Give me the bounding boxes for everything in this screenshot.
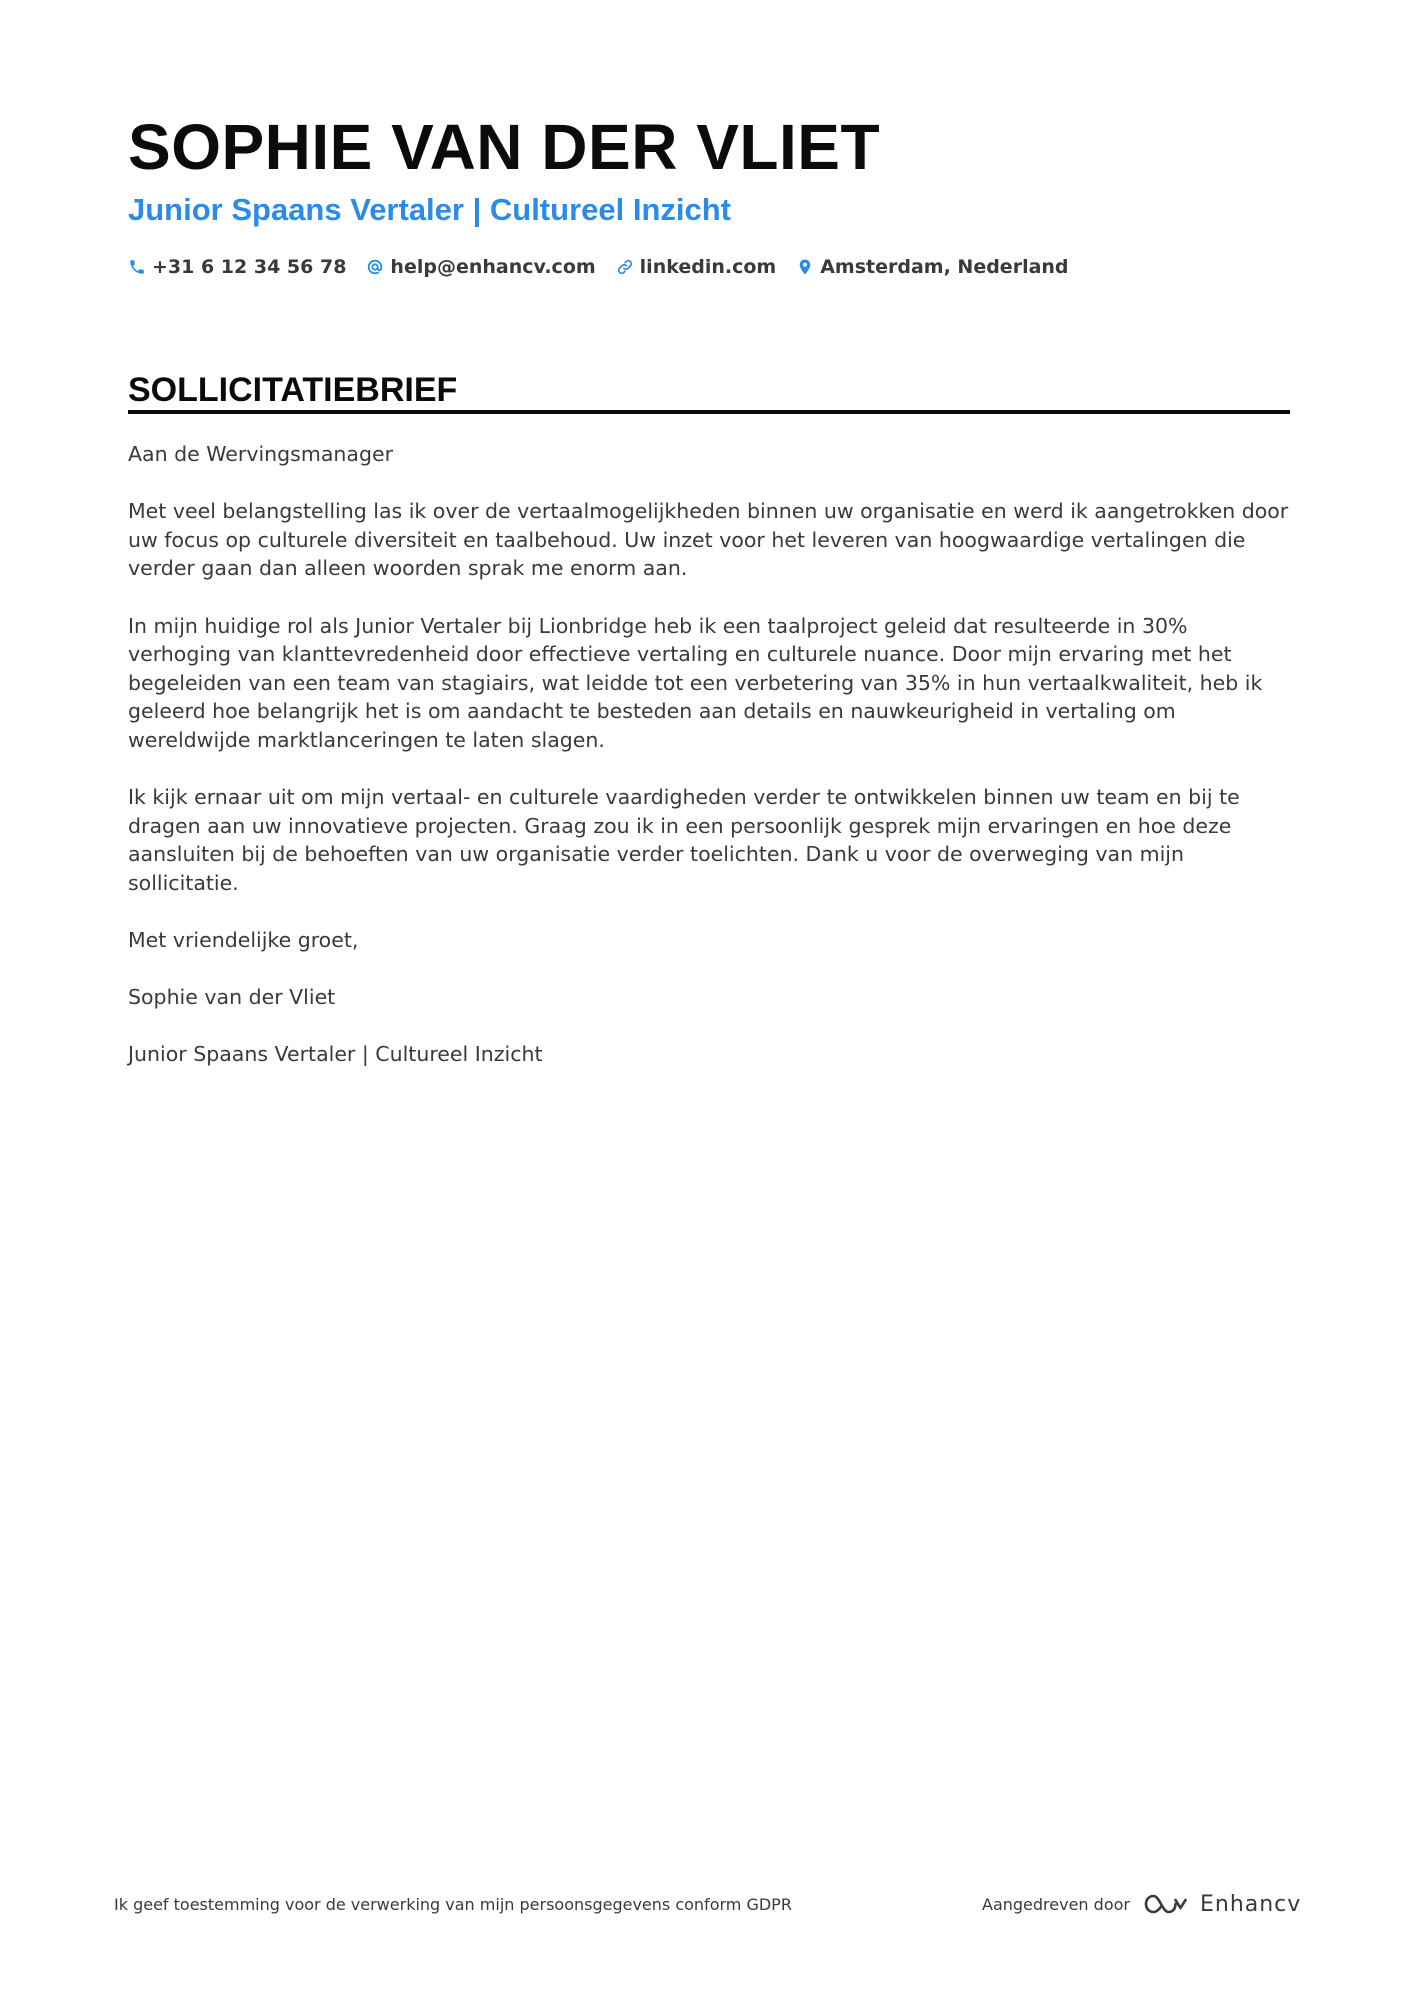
contact-email-text: help@enhancv.com bbox=[390, 256, 596, 278]
enhancv-logo-icon bbox=[1142, 1890, 1190, 1918]
powered-by-label: Aangedreven door bbox=[982, 1894, 1130, 1914]
brand-name: Enhancv bbox=[1199, 1891, 1302, 1917]
at-icon bbox=[366, 258, 384, 276]
contact-bar bbox=[128, 252, 1089, 282]
contact-location bbox=[796, 256, 1068, 278]
gdpr-consent-note: Ik geef toestemming voor de verwerking van mijn persoonsgegevens conform GDPR bbox=[114, 1895, 792, 1914]
candidate-headline: Junior Spaans Vertaler | Cultureel Inzicht bbox=[128, 192, 732, 227]
letter-paragraph: Ik kijk ernaar uit om mijn vertaal- en culturele vaardigheden verder te ontwikkelen binnen uw team en bij te dragen aan uw innovatieve projecten. Graag zou ik in een persoonlijk gesprek mijn ervaringen en hoe deze aansluiten bij de behoeften van uw organisatie verder toelichten. Dank u voor de overweging van mijn sollicitatie. bbox=[128, 785, 1240, 895]
candidate-name: SOPHIE VAN DER VLIET bbox=[128, 111, 881, 183]
section-title: SOLLICITATIEBRIEF bbox=[128, 371, 458, 409]
signature-name: Sophie van der Vliet bbox=[128, 985, 336, 1010]
contact-linkedin[interactable] bbox=[616, 256, 777, 278]
contact-email[interactable] bbox=[366, 256, 595, 278]
letter-paragraph: In mijn huidige rol als Junior Vertaler bij Lionbridge heb ik een taalproject geleid dat resulteerde in 30% verhoging van klanttevredenheid door effectieve vertaling en culturele nuance. Door mijn ervaring met het begeleiden van een team van stagiairs, wat leidde tot een verbetering van 35% in hun vertaalkwaliteit, heb ik geleerd hoe belangrijk het is om aandacht te besteden aan details en nauwkeurigheid in vertaling om wereldwijde marktlanceringen te laten slagen. bbox=[128, 613, 1263, 752]
section-divider bbox=[128, 410, 1290, 414]
phone-icon bbox=[128, 258, 146, 276]
letter-salutation: Aan de Wervingsmanager bbox=[128, 442, 393, 466]
letter-body bbox=[128, 440, 1290, 1098]
letter-paragraph: Met veel belangstelling las ik over de vertaalmogelijkheden binnen uw organisatie en werd ik aangetrokken door uw focus op culturele diversiteit en taalbehoud. Uw inzet voor het leveren van hoogwaardige vertalingen die verder gaan dan alleen woorden sprak me enorm aan. bbox=[128, 499, 1289, 581]
powered-by[interactable] bbox=[982, 1887, 1301, 1921]
link-icon bbox=[616, 258, 634, 276]
contact-phone bbox=[128, 256, 346, 278]
signature-title: Junior Spaans Vertaler | Cultureel Inzicht bbox=[128, 1042, 543, 1067]
location-pin-icon bbox=[796, 258, 814, 276]
contact-location-text: Amsterdam, Nederland bbox=[820, 256, 1069, 278]
contact-linkedin-text: linkedin.com bbox=[639, 256, 777, 278]
letter-closing: Met vriendelijke groet, bbox=[128, 928, 359, 953]
contact-phone-text: +31 6 12 34 56 78 bbox=[152, 256, 347, 278]
